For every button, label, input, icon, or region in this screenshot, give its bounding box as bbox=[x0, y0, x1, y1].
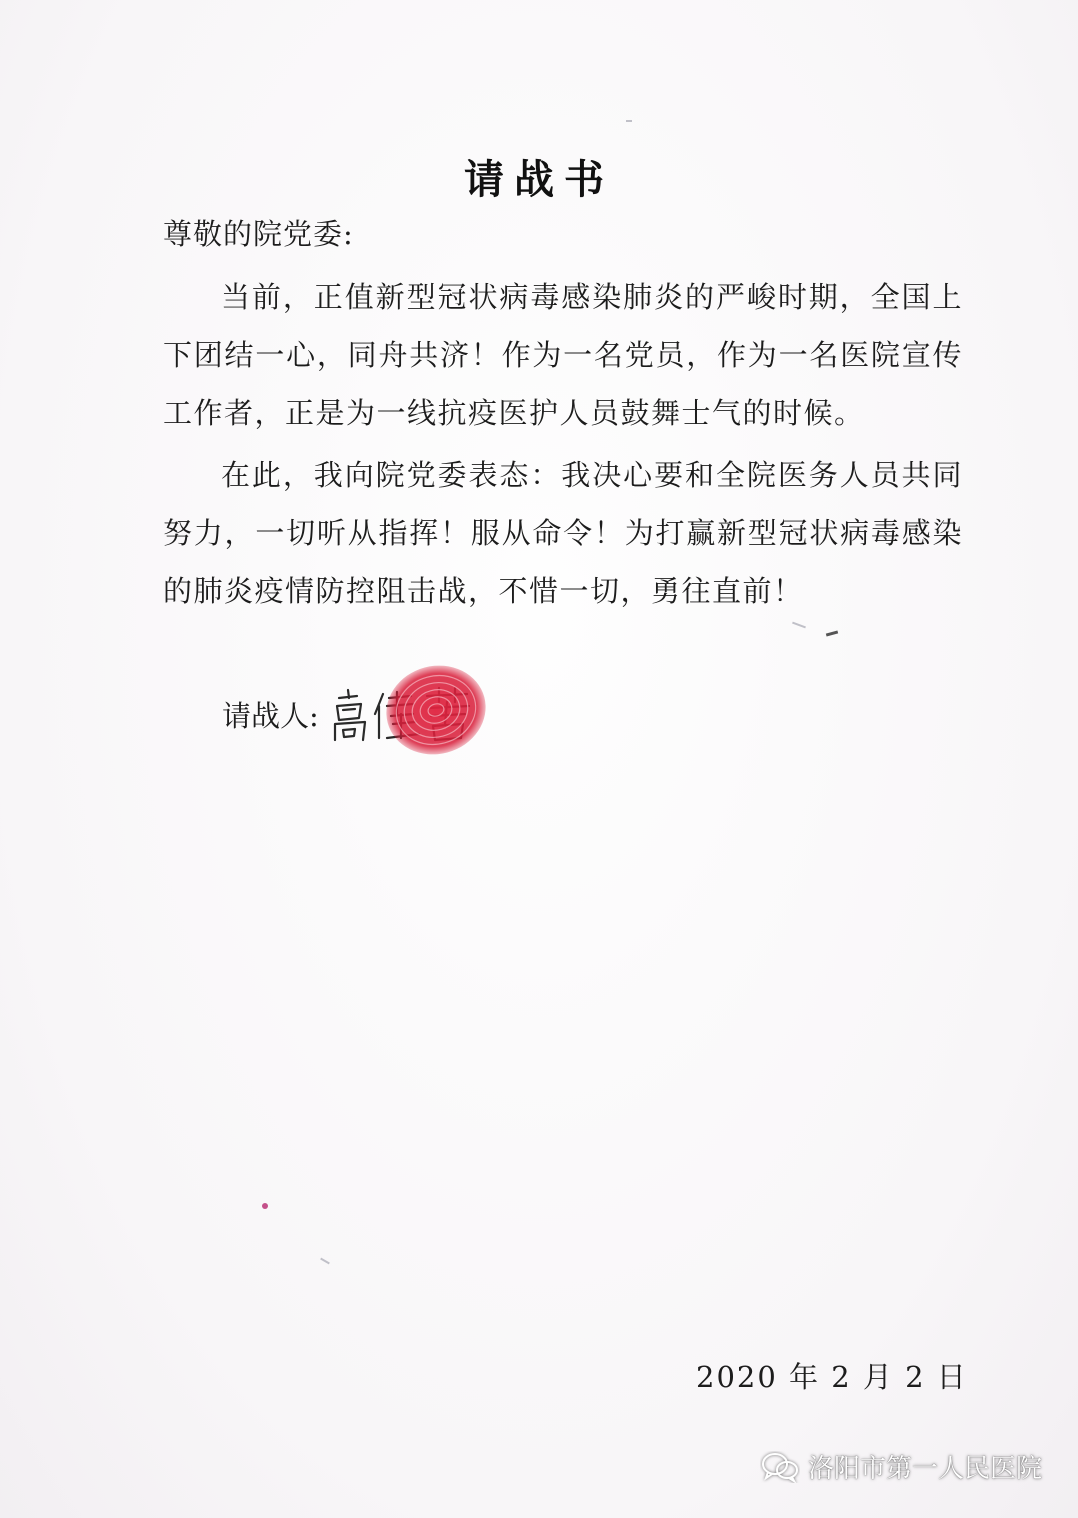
salutation: 尊敬的院党委: bbox=[163, 217, 354, 251]
paragraph-1: 当前，正值新型冠状病毒感染肺炎的严峻时期，全国上下团结一心，同舟共济！作为一名党员，作为一名医院宣传工作者，正是为一线抗疫医护人员鼓舞士气的时候。 bbox=[163, 280, 963, 430]
document-date: 2020 年 2 月 2 日 bbox=[696, 1360, 968, 1394]
wechat-icon bbox=[760, 1451, 800, 1483]
wechat-watermark bbox=[760, 1448, 1042, 1485]
paper-speck bbox=[262, 1203, 268, 1209]
document-title: 请战书 bbox=[464, 156, 614, 203]
paper-speck bbox=[826, 630, 838, 636]
paragraph-2: 在此，我向院党委表态：我决心要和全院医务人员共同努力，一切听从指挥！服从命令！为打赢新型冠状病毒感染的肺炎疫情防控阻击战，不惜一切，勇往直前！ bbox=[163, 458, 963, 608]
paper-speck bbox=[320, 1258, 330, 1265]
signature-label: 请战人: bbox=[222, 698, 319, 733]
paper-speck bbox=[792, 622, 806, 629]
red-fingerprint bbox=[380, 660, 490, 760]
watermark-text: 洛阳市第一人民医院 bbox=[808, 1454, 1043, 1484]
paper-speck bbox=[626, 120, 632, 122]
